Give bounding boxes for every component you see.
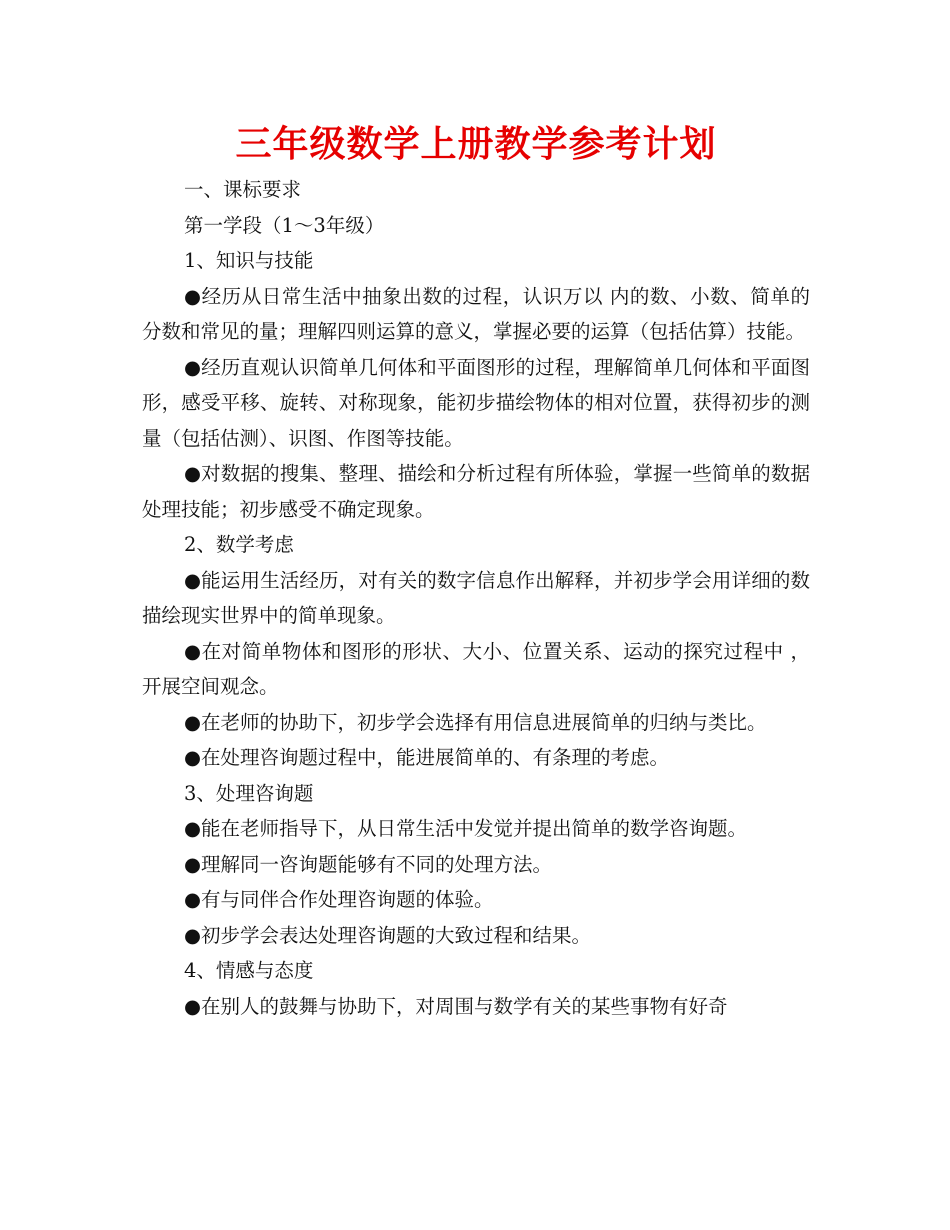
bullet-paragraph: ●在老师的协助下，初步学会选择有用信息进展简单的归纳与类比。 bbox=[184, 710, 767, 734]
bullet-paragraph: ●在对简单物体和图形的形状、大小、位置关系、运动的探究过程中 ，开展空间观念。 bbox=[142, 639, 810, 698]
bullet-paragraph: ●能在老师指导下，从日常生活中发觉并提出简单的数学咨询题。 bbox=[184, 817, 748, 840]
subsection-heading-knowledge-skills: 1、知识与技能 bbox=[184, 249, 314, 272]
bullet-paragraph: ●能运用生活经历，对有关的数字信息作出解释，并初步学会用详细的数描绘现实世界中的简单现象。 bbox=[142, 568, 810, 627]
subsection-heading-math-thinking: 2、数学考虑 bbox=[184, 533, 294, 556]
bullet-paragraph: ●有与同伴合作处理咨询题的体验。 bbox=[184, 888, 494, 911]
bullet-paragraph: ●在处理咨询题过程中，能进展简单的、有条理的考虑。 bbox=[184, 746, 670, 769]
bullet-paragraph: ●初步学会表达处理咨询题的大致过程和结果。 bbox=[184, 923, 592, 947]
bullet-paragraph: ●理解同一咨询题能够有不同的处理方法。 bbox=[184, 852, 553, 876]
document-title: 三年级数学上册教学参考计划 bbox=[235, 124, 717, 165]
bullet-paragraph: ●经历从日常生活中抽象出数的过程，认识万以 内的数、小数、简单的分数和常见的量；理解四则运算的意义，掌握必要的运算（包括估算）技能。 bbox=[142, 284, 810, 343]
bullet-paragraph: ●经历直观认识简单几何体和平面图形的过程，理解简单几何体和平面图形，感受平移、旋转、对称现象，能初步描绘物体的相对位置，获得初步的测量（包括估测）、识图、作图等技能。 bbox=[142, 355, 810, 450]
document-body bbox=[142, 172, 810, 1024]
stage-heading: 第一学段（1～3年级） bbox=[184, 213, 385, 237]
bullet-paragraph: ●在别人的鼓舞与协助下，对周围与数学有关的某些事物有好奇 bbox=[184, 994, 728, 1018]
subsection-heading-emotion-attitude: 4、情感与态度 bbox=[184, 959, 314, 982]
document-page bbox=[142, 118, 810, 1024]
subsection-heading-problem-solving: 3、处理咨询题 bbox=[184, 781, 314, 805]
section-heading-requirements: 一、课标要求 bbox=[184, 178, 302, 201]
bullet-paragraph: ●对数据的搜集、整理、描绘和分析过程有所体验，掌握一些简单的数据处理技能；初步感受不确定现象。 bbox=[142, 462, 810, 521]
